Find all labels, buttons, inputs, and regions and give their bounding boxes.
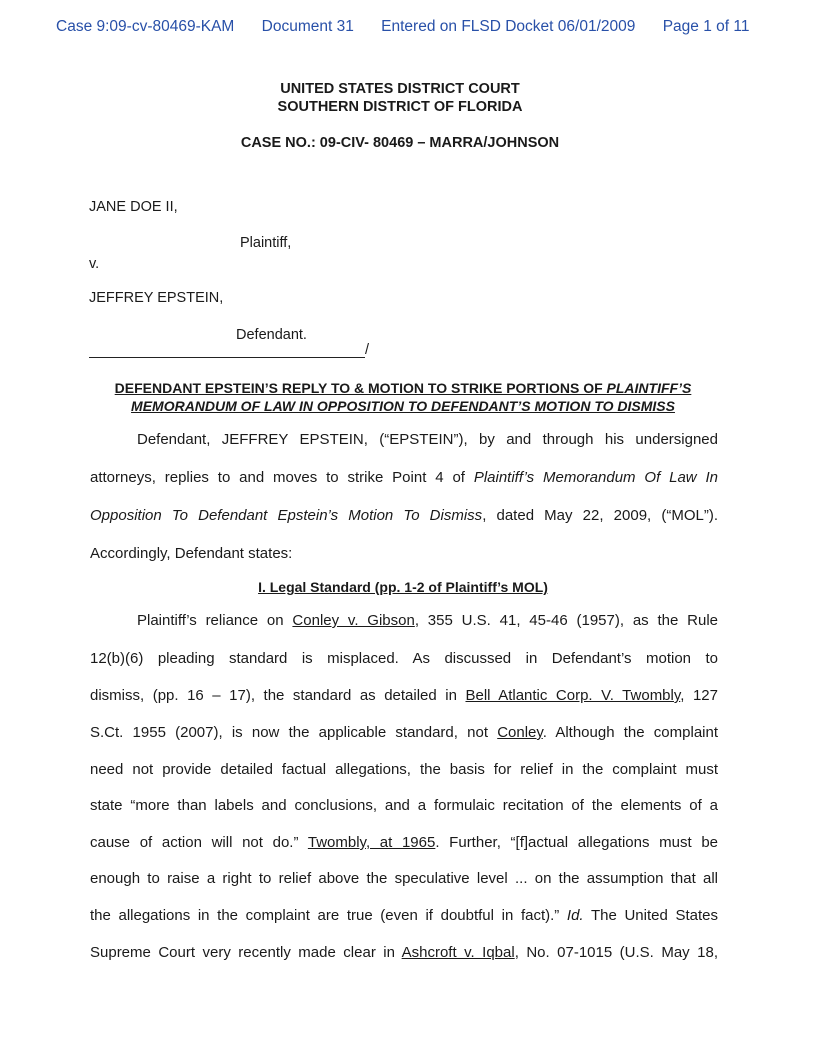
- court-line-2: SOUTHERN DISTRICT OF FLORIDA: [277, 99, 523, 115]
- para-line-5: need not provide detailed factual allegations, the basis for relief in the complaint must: [90, 761, 718, 778]
- docket-header: [56, 18, 749, 36]
- caption-slash: /: [365, 342, 370, 358]
- intro-line-1: Defendant, JEFFREY EPSTEIN, (“EPSTEIN”), by and through his undersigned: [137, 431, 718, 448]
- docket-entered: Entered on FLSD Docket 06/01/2009: [381, 18, 636, 35]
- docket-document: Document 31: [261, 18, 354, 35]
- versus: v.: [89, 256, 100, 272]
- cite-conley-gibson: Conley v. Gibson: [292, 612, 415, 629]
- cite-iqbal: Ashcroft v. Iqbal: [401, 944, 515, 961]
- para-line-8: enough to raise a right to relief above the speculative level ... on the assumption that all: [90, 870, 718, 887]
- defendant-name: JEFFREY EPSTEIN,: [89, 290, 224, 306]
- para-line-10: Supreme Court very recently made clear in Ashcroft v. Iqbal, No. 07-1015 (U.S. May 18,: [90, 944, 718, 961]
- plaintiff-name: JANE DOE II,: [89, 199, 178, 215]
- docket-case: Case 9:09-cv-80469-KAM: [56, 18, 235, 35]
- title-line-1-italic: PLAINTIFF’S: [606, 380, 692, 396]
- cite-id: Id.: [566, 907, 584, 924]
- para-line-6: state “more than labels and conclusions, and a formulaic recitation of the elements of a: [90, 797, 718, 814]
- intro-line-4: Accordingly, Defendant states:: [90, 545, 293, 562]
- cite-twombly: Bell Atlantic Corp. V. Twombly: [465, 687, 681, 704]
- plaintiff-role: Plaintiff,: [240, 235, 292, 251]
- docket-page: Page 1 of 11: [662, 18, 750, 35]
- defendant-role: Defendant.: [236, 327, 307, 343]
- intro-line-2-text: attorneys, replies to and moves to strike Point 4 of: [90, 469, 474, 486]
- court-name: [0, 80, 800, 116]
- court-line-1: UNITED STATES DISTRICT COURT: [280, 81, 520, 97]
- cite-conley: Conley: [497, 724, 543, 741]
- intro-line-2: [90, 469, 718, 486]
- intro-line-3-text: , dated May 22, 2009, (“MOL”).: [482, 507, 719, 524]
- intro-line-3-italic: Opposition To Defendant Epstein’s Motion To Dismiss: [90, 507, 483, 524]
- cite-twombly-1965: Twombly, at 1965: [307, 834, 436, 851]
- para-line-3: dismiss, (pp. 16 – 17), the standard as detailed in Bell Atlantic Corp. V. Twombly, 127: [90, 687, 718, 704]
- caption-rule: [89, 357, 365, 358]
- case-number: CASE NO.: 09-CIV- 80469 – MARRA/JOHNSON: [240, 135, 560, 151]
- document-title: [0, 379, 806, 415]
- intro-line-3: [90, 507, 718, 524]
- para-line-9: the allegations in the complaint are true (even if doubtful in fact).” Id. The United States: [90, 907, 718, 924]
- para-line-7: cause of action will not do.” Twombly, at 1965. Further, “[f]actual allegations must be: [90, 834, 719, 851]
- title-line-1-text: DEFENDANT EPSTEIN’S REPLY TO & MOTION TO STRIKE PORTIONS OF: [114, 380, 607, 396]
- section-heading: I. Legal Standard (pp. 1-2 of Plaintiff’s MOL): [258, 579, 548, 595]
- title-line-1: [0, 379, 806, 397]
- para-line-4: S.Ct. 1955 (2007), is now the applicable standard, not Conley. Although the complaint: [90, 724, 719, 741]
- para-line-1: Plaintiff’s reliance on Conley v. Gibson, 355 U.S. 41, 45-46 (1957), as the Rule: [137, 612, 719, 629]
- title-line-2: MEMORANDUM OF LAW IN OPPOSITION TO DEFENDANT’S MOTION TO DISMISS: [131, 398, 675, 414]
- para-line-2: 12(b)(6) pleading standard is misplaced. As discussed in Defendant’s motion to: [90, 650, 718, 667]
- intro-line-2-italic: Plaintiff’s Memorandum Of Law In: [473, 469, 718, 486]
